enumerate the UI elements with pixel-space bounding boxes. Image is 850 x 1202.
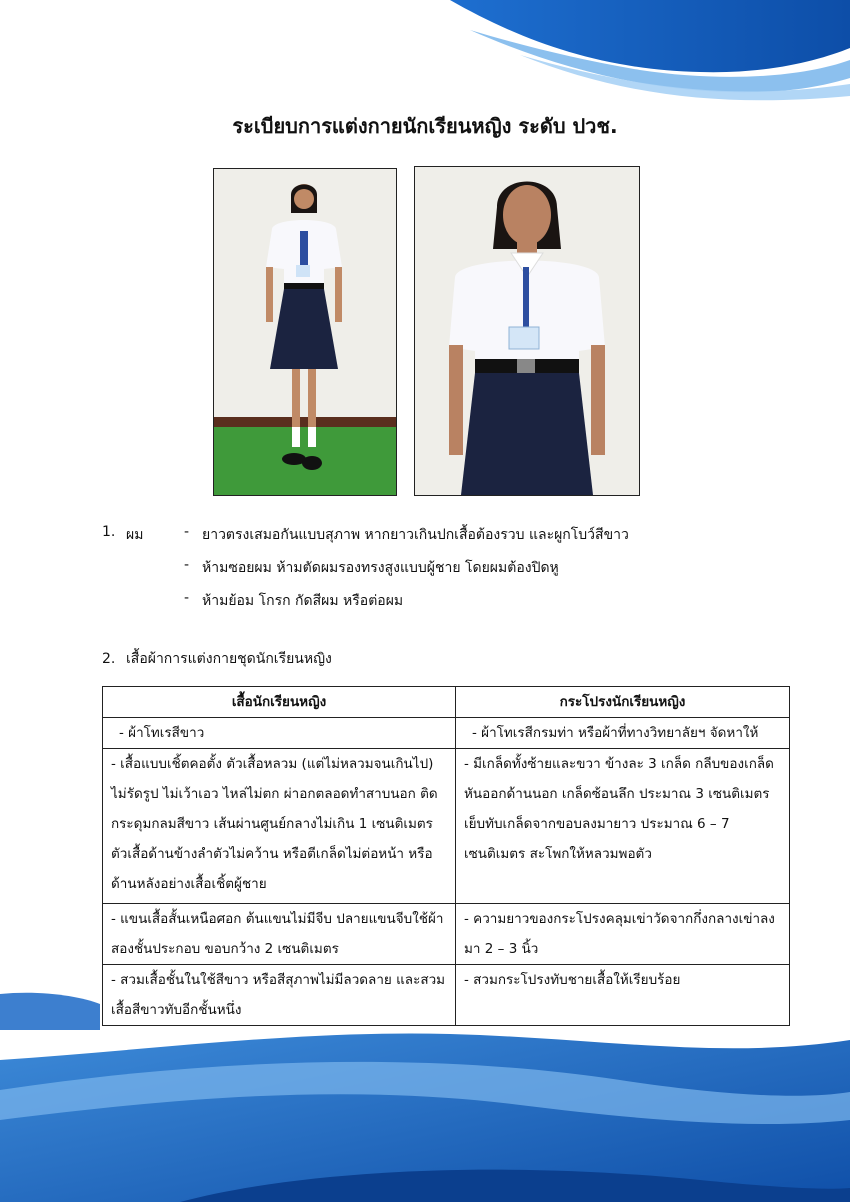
uniform-table: [102, 686, 790, 1026]
cell-text: - สวมกระโปรงทับชายเสื้อให้เรียบร้อย: [464, 972, 681, 988]
clothing-number: 2.: [102, 651, 116, 667]
hair-rule-text: ห้ามซอยผม ห้ามตัดผมรองทรงสูงแบบผู้ชาย โดยผมต้องปิดหู: [202, 560, 559, 576]
table-row: [103, 965, 790, 1026]
skirt-cell: [456, 965, 790, 1026]
table-row: [103, 749, 790, 904]
bullet-dash: -: [184, 524, 190, 540]
cell-text: - ความยาวของกระโปรงคลุมเข่าวัดจากกึ่งกลางเข่าลงมา 2 – 3 นิ้ว: [464, 911, 775, 957]
student-full-body-photo: [213, 168, 397, 496]
bullet-dash: -: [184, 590, 190, 606]
shirt-cell: [103, 965, 456, 1026]
skirt-cell: [456, 718, 790, 749]
cell-text: - เสื้อแบบเชิ้ตคอตั้ง ตัวเสื้อหลวม (แต่ไม่หลวมจนเกินไป) ไม่รัดรูป ไม่เว้าเอว ไหล่ไม่ตก ผ่าอกตลอดทำสาบนอก ติดกระดุมกลมสีขาว เส้นผ่านศูนย์กลางไม่เกิน 1 เซนติเมตร ตัวเสื้อด้านข้างลำตัวไม่คว้าน หรือตีเกล็ดไม่ต่อหน้า หรือด้านหลังอย่างเสื้อเชิ้ตผู้ชาย: [111, 756, 438, 892]
clothing-heading: [102, 648, 332, 670]
table-row: [103, 904, 790, 965]
hair-rule-1: [102, 524, 802, 557]
cell-text: - มีเกล็ดทั้งซ้ายและขวา ข้างละ 3 เกล็ด กลีบของเกล็ดหันออกด้านนอก เกล็ดซ้อนลึก ประมาณ 3 เซนติเมตร เย็บทับเกล็ดจากขอบลงมายาว ประมาณ 6 – 7 เซนติเมตร สะโพกให้หลวมพอตัว: [464, 756, 774, 862]
hair-rule-2: [102, 557, 802, 590]
clothing-heading-text: เสื้อผ้าการแต่งกายชุดนักเรียนหญิง: [126, 651, 332, 667]
header-shirt: เสื้อนักเรียนหญิง: [103, 687, 456, 718]
skirt-cell: [456, 904, 790, 965]
hair-rule-text: ยาวตรงเสมอกันแบบสุภาพ หากยาวเกินปกเสื้อต้องรวบ และผูกโบว์สีขาว: [202, 527, 629, 543]
shirt-cell: [103, 749, 456, 904]
hair-rule-3: [102, 590, 802, 623]
skirt-cell: [456, 749, 790, 904]
table-header-row: [103, 687, 790, 718]
page-title: ระเบียบการแต่งกายนักเรียนหญิง ระดับ ปวช.: [232, 114, 618, 138]
left-wave-accent: [0, 990, 100, 1030]
cell-text: - ผ้าโทเรสีกรมท่า หรือผ้าที่ทางวิทยาลัยฯ จัดหาให้: [472, 725, 759, 741]
cell-text: - แขนเสื้อสั้นเหนือศอก ต้นแขนไม่มีจีบ ปลายแขนจีบใช้ผ้าสองชั้นประกอบ ขอบกว้าง 2 เซนติเมตร: [111, 911, 444, 957]
student-half-body-photo: [414, 166, 640, 496]
bottom-wave-decoration: [0, 1020, 850, 1202]
shirt-cell: [103, 904, 456, 965]
hair-label: ผม: [126, 527, 144, 543]
header-skirt: กระโปรงนักเรียนหญิง: [456, 687, 790, 718]
top-wave-decoration: [0, 0, 850, 110]
bullet-dash: -: [184, 557, 190, 573]
shirt-cell: [103, 718, 456, 749]
cell-text: - สวมเสื้อชั้นในใช้สีขาว หรือสีสุภาพไม่มีลวดลาย และสวมเสื้อสีขาวทับอีกชั้นหนึ่ง: [111, 972, 446, 1018]
cell-text: - ผ้าโทเรสีขาว: [119, 725, 205, 741]
hair-number: 1.: [102, 524, 116, 540]
table-row: [103, 718, 790, 749]
hair-rule-text: ห้ามย้อม โกรก กัดสีผม หรือต่อผม: [202, 593, 404, 609]
hair-rules: [102, 524, 802, 623]
